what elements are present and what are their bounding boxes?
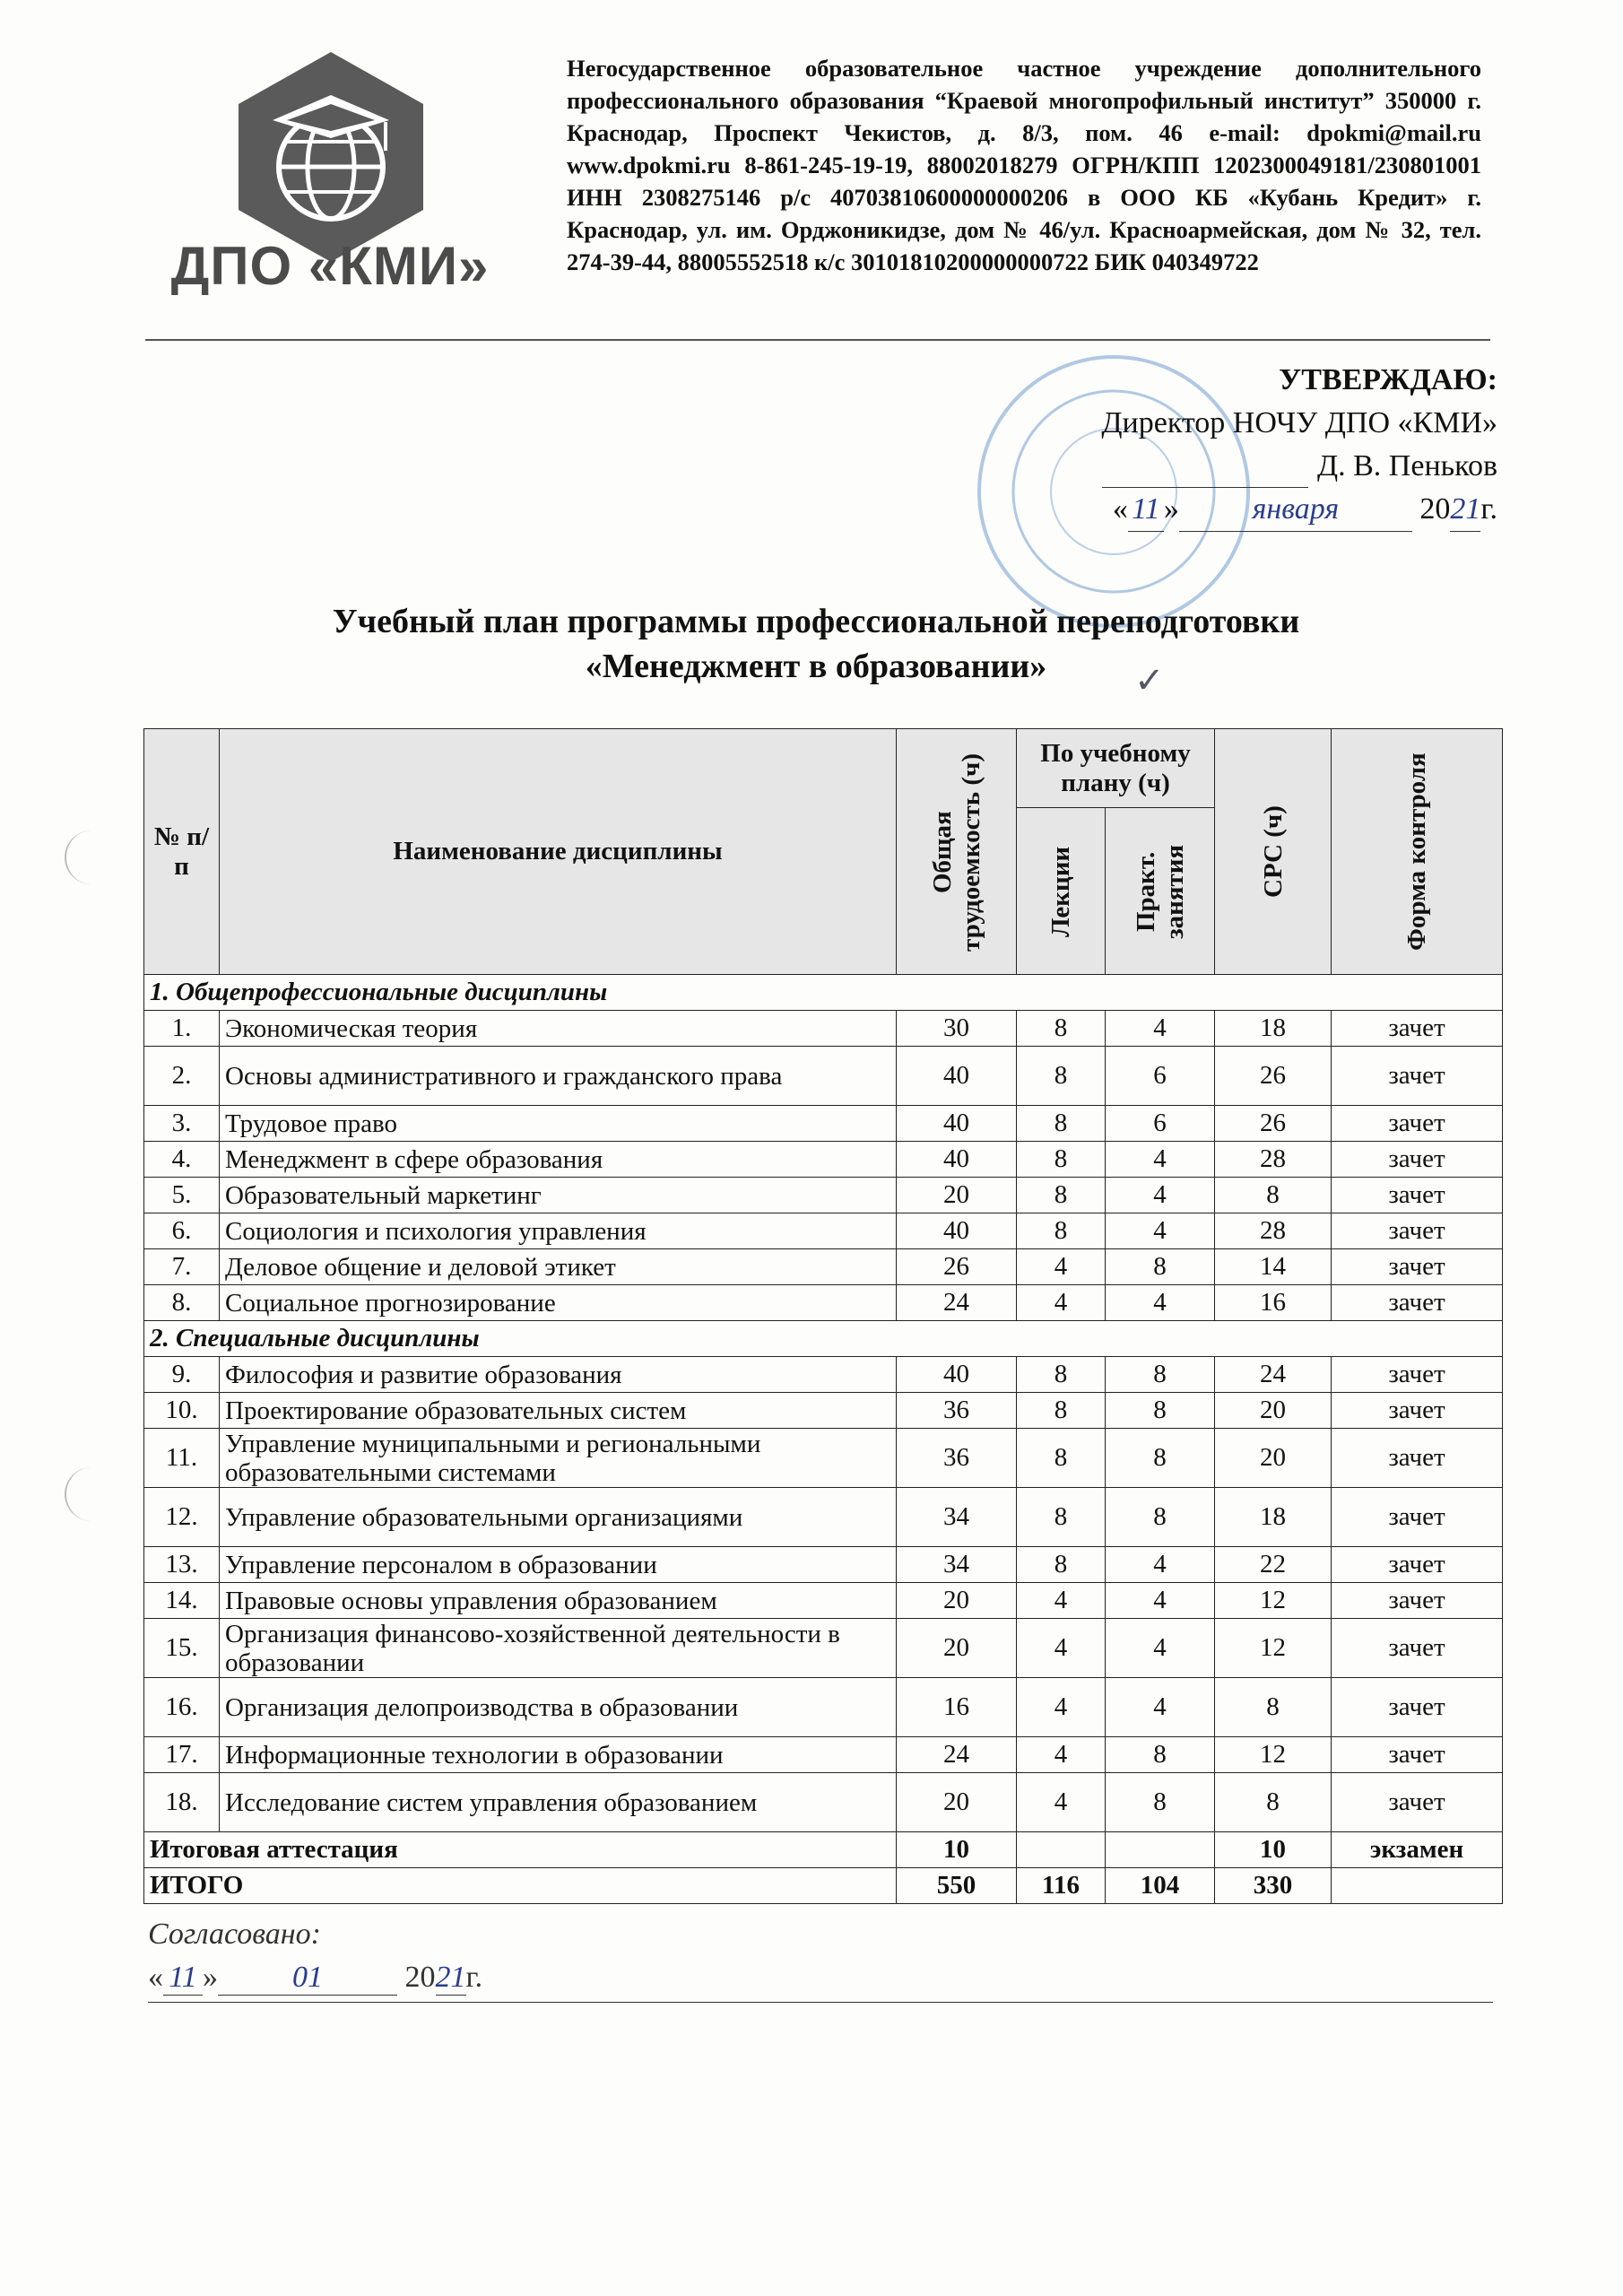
control-form: зачет xyxy=(1332,1285,1503,1321)
footer-year-suffix: 21 xyxy=(435,1961,466,1994)
row-number: 7. xyxy=(144,1249,220,1285)
approval-signature-row xyxy=(1031,445,1497,488)
header-divider xyxy=(145,339,1490,341)
lecture-hours: 8 xyxy=(1017,1547,1106,1583)
row-number: 10. xyxy=(144,1393,220,1429)
table-row xyxy=(144,1249,1503,1285)
discipline-name: Образовательный маркетинг xyxy=(220,1178,897,1213)
header-total: Общая трудоемкость (ч) xyxy=(897,729,1017,975)
control-form xyxy=(1332,1868,1503,1904)
punch-hole xyxy=(65,1467,102,1521)
row-number: 4. xyxy=(144,1142,220,1178)
date-quote-close: » xyxy=(1163,492,1179,526)
total-hours: 40 xyxy=(897,1213,1017,1249)
srs-hours: 12 xyxy=(1215,1619,1332,1678)
table-row xyxy=(144,1737,1503,1773)
row-number: 8. xyxy=(144,1285,220,1321)
srs-hours: 28 xyxy=(1215,1213,1332,1249)
srs-hours: 18 xyxy=(1215,1011,1332,1047)
table-row xyxy=(144,1429,1503,1488)
practice-hours: 8 xyxy=(1106,1773,1215,1832)
total-hours: 550 xyxy=(897,1868,1017,1904)
srs-hours: 24 xyxy=(1215,1357,1332,1393)
year-end: г. xyxy=(1480,492,1497,526)
check-mark-icon: ✓ xyxy=(1134,660,1165,700)
approval-block xyxy=(1031,359,1497,532)
row-label: ИТОГО xyxy=(144,1868,897,1904)
total-hours: 40 xyxy=(897,1357,1017,1393)
control-form: зачет xyxy=(1332,1737,1503,1773)
control-form: зачет xyxy=(1332,1011,1503,1047)
control-form: зачет xyxy=(1332,1213,1503,1249)
control-form: зачет xyxy=(1332,1583,1503,1619)
organization-details: Негосударственное образовательное частное учреждение дополнительного профессионального образования “Краевой многопрофильный институт” 350000 г. Краснодар, Проспект Чекистов, д. 8/3, пом. 46 e-mail: dpokmi@mail.ru www.dpokmi.ru 8-861-245-19-19, 88002018279 ОГРН/КПП 1202300049181/230801001 ИНН 2308275146 р/с 40703810600000000206 в ООО КБ «Кубань Кредит» г. Краснодар, ул. им. Орджоникидзе, дом № 46/ул. Красноармейская, дом № 32, тел. 274-39-44, 88005552518 к/с 30101810200000000722 БИК 040349722 xyxy=(567,55,1481,275)
lecture-hours: 8 xyxy=(1017,1106,1106,1142)
section-heading-2: 2. Специальные дисциплины xyxy=(144,1321,1503,1357)
lecture-hours xyxy=(1017,1832,1106,1868)
practice-hours: 4 xyxy=(1106,1678,1215,1737)
total-hours: 20 xyxy=(897,1773,1017,1832)
row-label: Итоговая аттестация xyxy=(144,1832,897,1868)
total-hours: 40 xyxy=(897,1106,1017,1142)
document-title-line2: «Менеджмент в образовании» xyxy=(585,648,1047,685)
lecture-hours: 4 xyxy=(1017,1249,1106,1285)
total-hours: 40 xyxy=(897,1142,1017,1178)
practice-hours: 4 xyxy=(1106,1583,1215,1619)
table-row xyxy=(144,1583,1503,1619)
lecture-hours: 4 xyxy=(1017,1285,1106,1321)
header-num: № п/п xyxy=(144,729,220,975)
total-hours: 20 xyxy=(897,1178,1017,1213)
row-number: 16. xyxy=(144,1678,220,1737)
lecture-hours: 8 xyxy=(1017,1429,1106,1488)
total-hours: 20 xyxy=(897,1583,1017,1619)
header-practice: Практ. занятия xyxy=(1106,808,1215,975)
srs-hours: 20 xyxy=(1215,1429,1332,1488)
row-number: 2. xyxy=(144,1047,220,1106)
srs-hours: 18 xyxy=(1215,1488,1332,1547)
discipline-name: Организация финансово-хозяйственной деятельности в образовании xyxy=(220,1619,897,1678)
total-hours: 20 xyxy=(897,1619,1017,1678)
table-row xyxy=(144,1285,1503,1321)
row-number: 11. xyxy=(144,1429,220,1488)
table-row xyxy=(144,1106,1503,1142)
discipline-name: Управление муниципальными и региональными образовательными системами xyxy=(220,1429,897,1488)
discipline-name: Правовые основы управления образованием xyxy=(220,1583,897,1619)
header-plan: По учебному плану (ч) xyxy=(1017,729,1215,808)
table-row xyxy=(144,1547,1503,1583)
signature-line xyxy=(1102,458,1308,488)
lecture-hours: 4 xyxy=(1017,1737,1106,1773)
header-name: Наименование дисциплины xyxy=(220,729,897,975)
practice-hours: 4 xyxy=(1106,1011,1215,1047)
header-control: Форма контроля xyxy=(1332,729,1503,975)
row-number: 6. xyxy=(144,1213,220,1249)
discipline-name: Организация делопроизводства в образовании xyxy=(220,1678,897,1737)
control-form: зачет xyxy=(1332,1619,1503,1678)
lecture-hours: 8 xyxy=(1017,1213,1106,1249)
approval-title: УТВЕРЖДАЮ: xyxy=(1279,363,1497,396)
practice-hours: 6 xyxy=(1106,1106,1215,1142)
lecture-hours: 4 xyxy=(1017,1773,1106,1832)
practice-hours: 8 xyxy=(1106,1393,1215,1429)
footer-date-quote-close: » xyxy=(203,1961,218,1994)
practice-hours: 6 xyxy=(1106,1047,1215,1106)
total-hours: 34 xyxy=(897,1488,1017,1547)
srs-hours: 12 xyxy=(1215,1737,1332,1773)
control-form: зачет xyxy=(1332,1357,1503,1393)
final-attestation-row xyxy=(144,1832,1503,1868)
discipline-name: Философия и развитие образования xyxy=(220,1357,897,1393)
srs-hours: 8 xyxy=(1215,1678,1332,1737)
header-lectures: Лекции xyxy=(1017,808,1106,975)
agreed-label: Согласовано: xyxy=(148,1918,321,1951)
control-form: зачет xyxy=(1332,1773,1503,1832)
row-number: 1. xyxy=(144,1011,220,1047)
control-form: экзамен xyxy=(1332,1832,1503,1868)
srs-hours: 20 xyxy=(1215,1393,1332,1429)
table-row xyxy=(144,1619,1503,1678)
discipline-name: Информационные технологии в образовании xyxy=(220,1737,897,1773)
control-form: зачет xyxy=(1332,1488,1503,1547)
approval-date xyxy=(1031,488,1497,532)
practice-hours: 4 xyxy=(1106,1213,1215,1249)
srs-hours: 330 xyxy=(1215,1868,1332,1904)
lecture-hours: 4 xyxy=(1017,1583,1106,1619)
practice-hours: 8 xyxy=(1106,1249,1215,1285)
lecture-hours: 8 xyxy=(1017,1393,1106,1429)
discipline-name: Экономическая теория xyxy=(220,1011,897,1047)
row-number: 14. xyxy=(144,1583,220,1619)
row-number: 17. xyxy=(144,1737,220,1773)
total-hours: 24 xyxy=(897,1285,1017,1321)
footer-date-quote-open: « xyxy=(148,1961,163,1994)
table-row xyxy=(144,1178,1503,1213)
discipline-name: Менеджмент в сфере образования xyxy=(220,1142,897,1178)
practice-hours: 4 xyxy=(1106,1142,1215,1178)
control-form: зачет xyxy=(1332,1047,1503,1106)
srs-hours: 10 xyxy=(1215,1832,1332,1868)
table-row xyxy=(144,1357,1503,1393)
total-hours: 34 xyxy=(897,1547,1017,1583)
lecture-hours: 8 xyxy=(1017,1488,1106,1547)
control-form: зачет xyxy=(1332,1547,1503,1583)
footer-year-end: г. xyxy=(465,1961,483,1994)
date-day: 11 xyxy=(1128,488,1164,532)
footer-date-month: 01 xyxy=(218,1961,397,1996)
row-number: 13. xyxy=(144,1547,220,1583)
discipline-name: Социальное прогнозирование xyxy=(220,1285,897,1321)
control-form: зачет xyxy=(1332,1178,1503,1213)
table-row xyxy=(144,1142,1503,1178)
control-form: зачет xyxy=(1332,1142,1503,1178)
total-hours: 24 xyxy=(897,1737,1017,1773)
srs-hours: 8 xyxy=(1215,1178,1332,1213)
total-hours: 26 xyxy=(897,1249,1017,1285)
table-row xyxy=(144,1393,1503,1429)
control-form: зачет xyxy=(1332,1249,1503,1285)
year-suffix: 21 xyxy=(1450,488,1480,532)
footer-signature-line xyxy=(148,2002,1493,2003)
practice-hours: 4 xyxy=(1106,1619,1215,1678)
year-prefix: 20 xyxy=(1419,492,1451,526)
discipline-name: Исследование систем управления образованием xyxy=(220,1773,897,1832)
discipline-name: Основы административного и гражданского права xyxy=(220,1047,897,1106)
section-heading-1: 1. Общепрофессиональные дисциплины xyxy=(144,975,1503,1011)
row-number: 9. xyxy=(144,1357,220,1393)
table-row xyxy=(144,1213,1503,1249)
practice-hours: 8 xyxy=(1106,1488,1215,1547)
discipline-name: Управление образовательными организациями xyxy=(220,1488,897,1547)
total-hours: 40 xyxy=(897,1047,1017,1106)
curriculum-table xyxy=(143,728,1503,1904)
logo-caption: ДПО «КМИ» xyxy=(170,236,490,296)
total-row xyxy=(144,1868,1503,1904)
lecture-hours: 4 xyxy=(1017,1619,1106,1678)
agreed-date xyxy=(148,1961,482,1996)
practice-hours: 104 xyxy=(1106,1868,1215,1904)
control-form: зачет xyxy=(1332,1106,1503,1142)
srs-hours: 8 xyxy=(1215,1773,1332,1832)
srs-hours: 26 xyxy=(1215,1047,1332,1106)
srs-hours: 12 xyxy=(1215,1583,1332,1619)
practice-hours: 8 xyxy=(1106,1357,1215,1393)
practice-hours: 4 xyxy=(1106,1547,1215,1583)
table-row xyxy=(144,1678,1503,1737)
total-hours: 10 xyxy=(897,1832,1017,1868)
total-hours: 16 xyxy=(897,1678,1017,1737)
discipline-name: Социология и психология управления xyxy=(220,1213,897,1249)
lecture-hours: 8 xyxy=(1017,1357,1106,1393)
row-number: 15. xyxy=(144,1619,220,1678)
lecture-hours: 116 xyxy=(1017,1868,1106,1904)
discipline-name: Деловое общение и деловой этикет xyxy=(220,1249,897,1285)
lecture-hours: 8 xyxy=(1017,1178,1106,1213)
curriculum-table-body xyxy=(144,975,1503,1904)
table-row xyxy=(144,1011,1503,1047)
section-row xyxy=(144,1321,1503,1357)
lecture-hours: 8 xyxy=(1017,1011,1106,1047)
discipline-name: Трудовое право xyxy=(220,1106,897,1142)
srs-hours: 16 xyxy=(1215,1285,1332,1321)
srs-hours: 22 xyxy=(1215,1547,1332,1583)
document-title-line1: Учебный план программы профессиональной переподготовки xyxy=(332,603,1300,640)
lecture-hours: 8 xyxy=(1017,1047,1106,1106)
document-title xyxy=(143,599,1488,689)
control-form: зачет xyxy=(1332,1429,1503,1488)
practice-hours: 4 xyxy=(1106,1285,1215,1321)
discipline-name: Проектирование образовательных систем xyxy=(220,1393,897,1429)
row-number: 12. xyxy=(144,1488,220,1547)
discipline-name: Управление персоналом в образовании xyxy=(220,1547,897,1583)
table-row xyxy=(144,1488,1503,1547)
total-hours: 36 xyxy=(897,1393,1017,1429)
practice-hours: 4 xyxy=(1106,1178,1215,1213)
practice-hours xyxy=(1106,1832,1215,1868)
row-number: 18. xyxy=(144,1773,220,1832)
practice-hours: 8 xyxy=(1106,1737,1215,1773)
approval-position: Директор НОЧУ ДПО «КМИ» xyxy=(1101,406,1497,439)
practice-hours: 8 xyxy=(1106,1429,1215,1488)
srs-hours: 14 xyxy=(1215,1249,1332,1285)
header-srs: СРС (ч) xyxy=(1215,729,1332,975)
row-number: 5. xyxy=(144,1178,220,1213)
total-hours: 36 xyxy=(897,1429,1017,1488)
control-form: зачет xyxy=(1332,1393,1503,1429)
footer-date-day: 11 xyxy=(163,1961,203,1996)
lecture-hours: 8 xyxy=(1017,1142,1106,1178)
punch-hole xyxy=(65,831,102,884)
srs-hours: 26 xyxy=(1215,1106,1332,1142)
table-row xyxy=(144,1047,1503,1106)
date-quote-open: « xyxy=(1112,492,1128,526)
srs-hours: 28 xyxy=(1215,1142,1332,1178)
table-row xyxy=(144,1773,1503,1832)
approval-name: Д. В. Пеньков xyxy=(1316,449,1497,483)
total-hours: 30 xyxy=(897,1011,1017,1047)
control-form: зачет xyxy=(1332,1678,1503,1737)
footer-year-prefix: 20 xyxy=(404,1961,436,1994)
lecture-hours: 4 xyxy=(1017,1678,1106,1737)
row-number: 3. xyxy=(144,1106,220,1142)
date-month: января xyxy=(1179,488,1412,532)
